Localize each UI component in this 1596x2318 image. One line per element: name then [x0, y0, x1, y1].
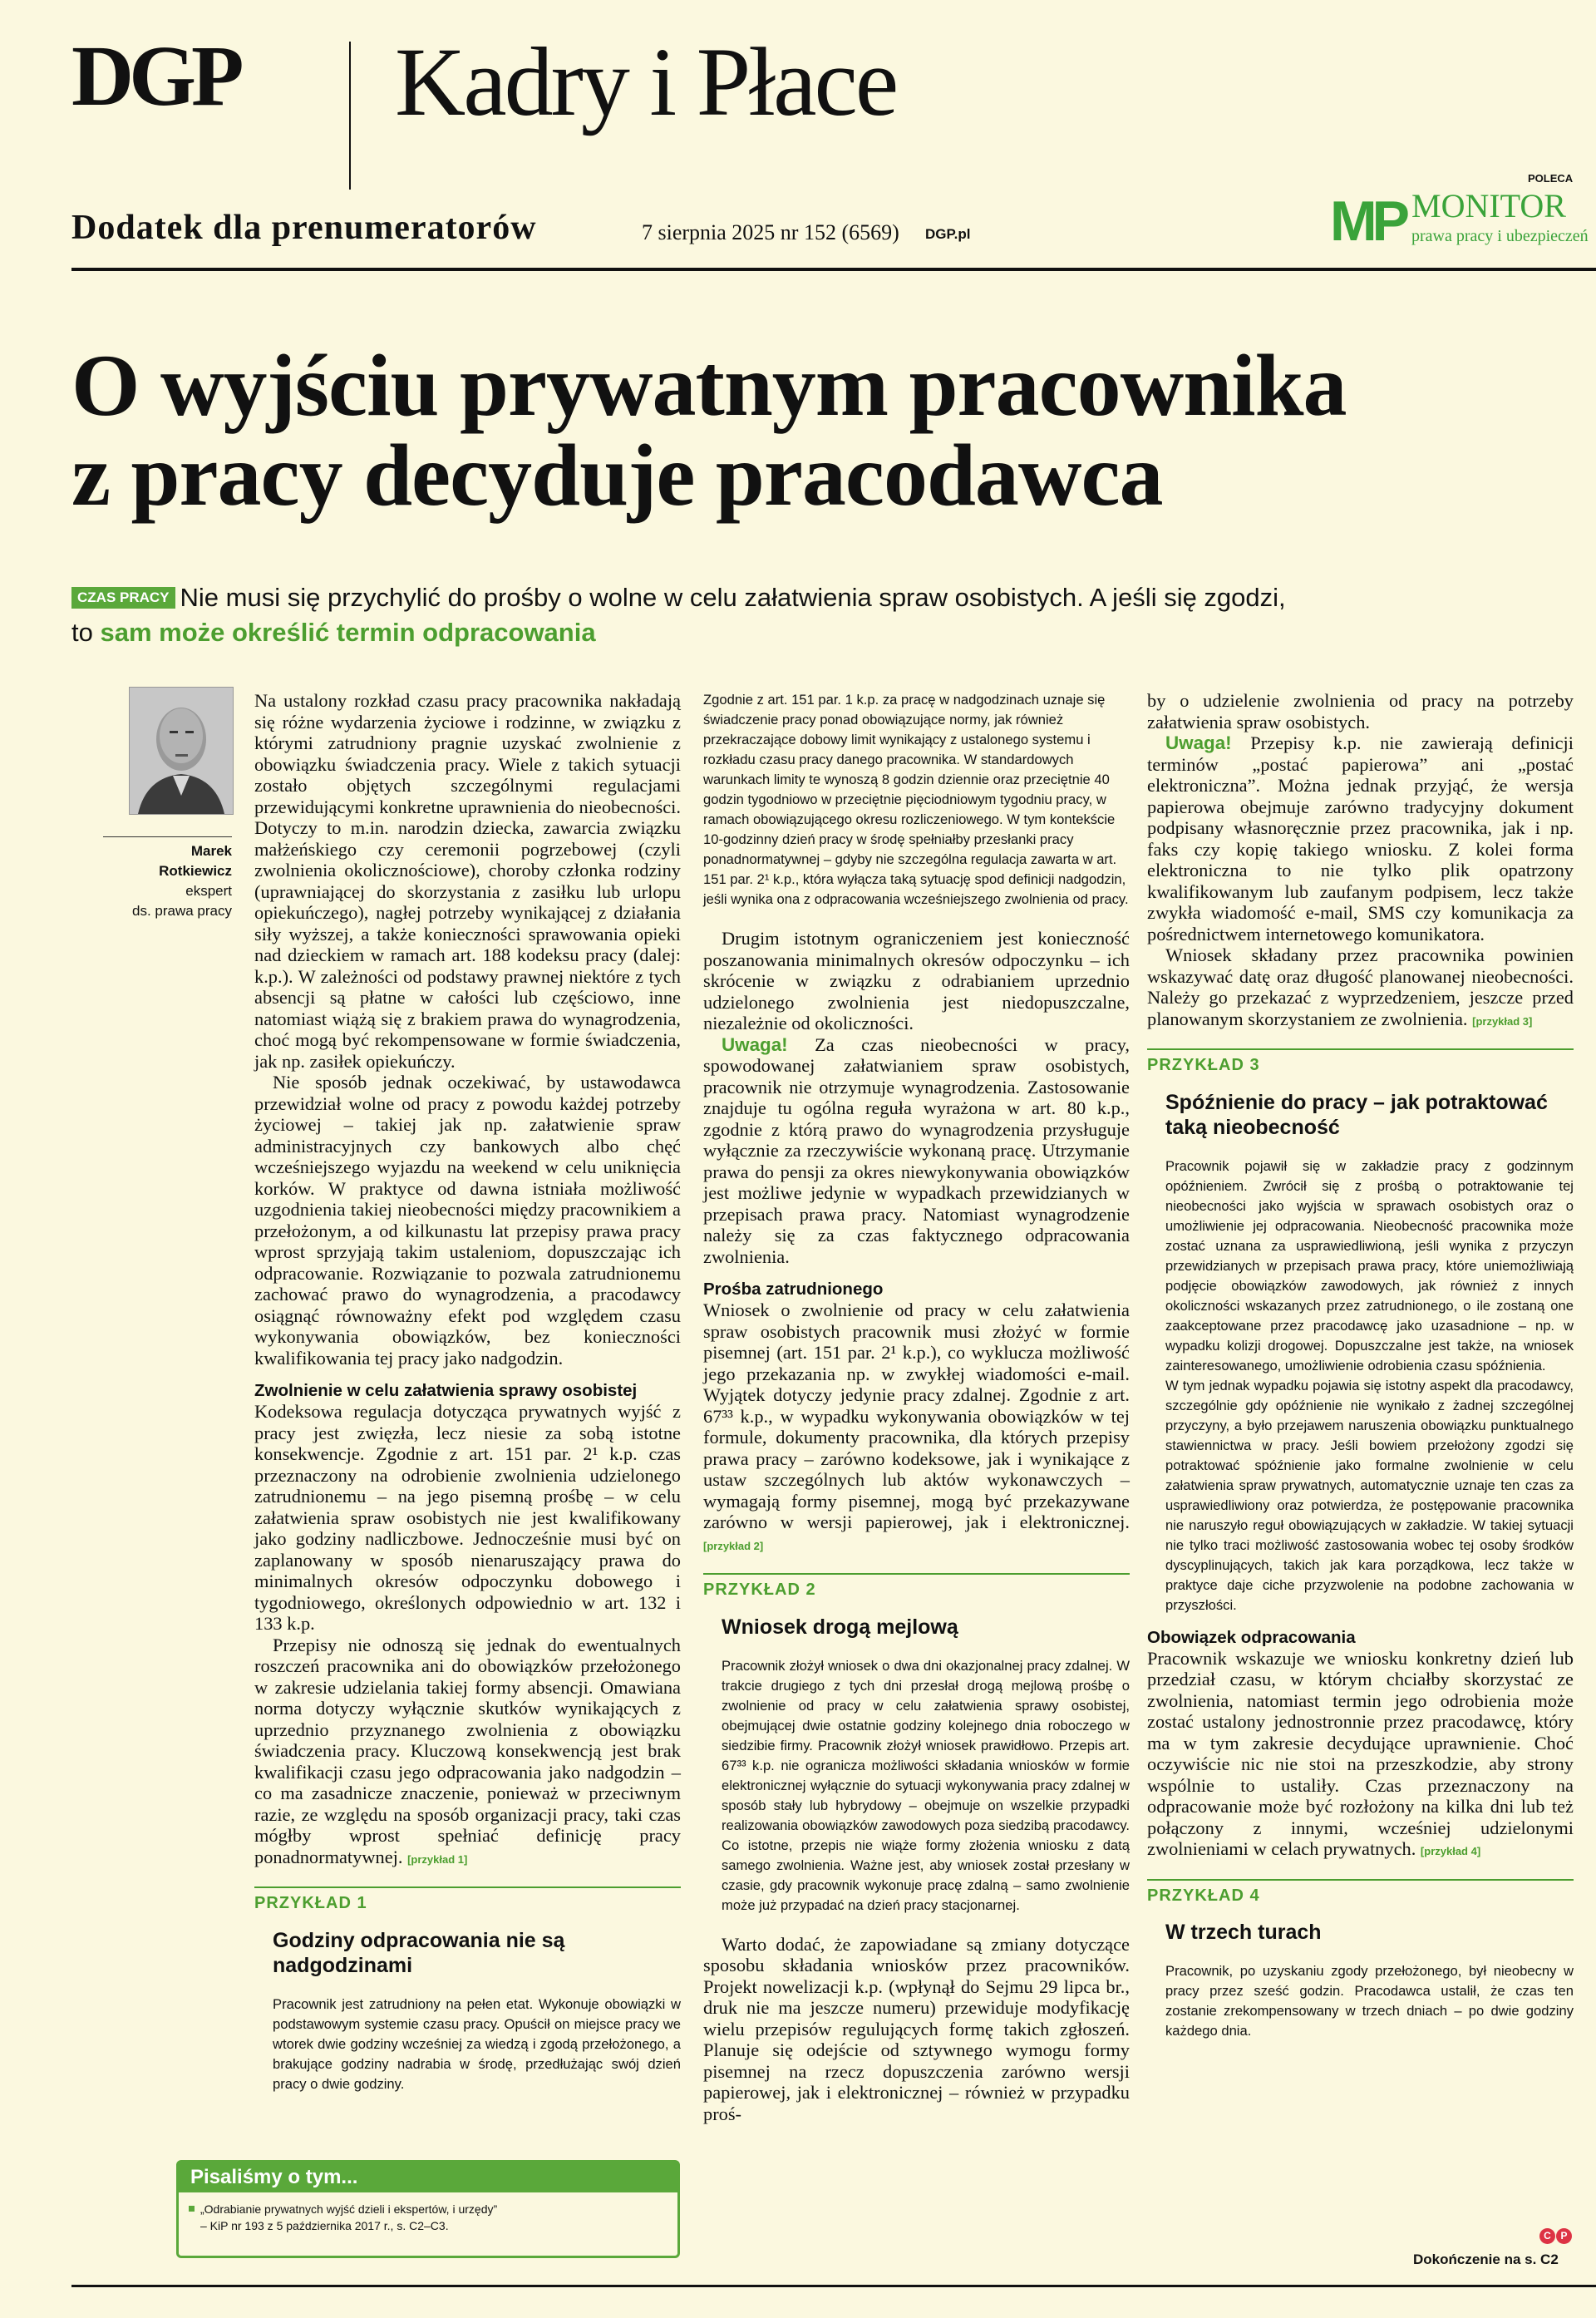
lead-text-1: Nie musi się przychylić do prośby o wolne w celu załatwienia spraw osobistych. A jeśli się zgodzi, [180, 583, 1286, 612]
supplement-label: Dodatek dla prenumeratorów [71, 209, 537, 247]
headline-line-2: z pracy decyduje pracodawca [71, 427, 1163, 524]
article-column-3 [1147, 690, 1574, 2041]
author-role: ekspert [185, 883, 232, 899]
example-ref: [przykład 2] [703, 1539, 764, 1552]
paragraph-text: Wniosek o zwolnienie od pracy w celu załatwienia spraw osobistych pracownik musi złożyć w formie pisemnej (art. 151 par. 2¹ k.p.), co wyklucza możliwość jego przekazania np. w zwykłej wiadomości e-mail. Wyjątek dotyczy jedynie pracy zdalnej. Zgodnie z art. 67³³ k.p., w wypadku wykonywania obowiązków w tej formule, dokumenty pracownika, dla których przepisy prawa pracy – zarówno kodeksowe, jak i wynikające z ustaw szczególnych lub aktów wykonawczych – wymagają formy pisemnej, mogą być przekazywane zarówno w wersji papierowej, jak i elektronicznej. [703, 1300, 1130, 1532]
example-title: W trzech turach [1165, 1921, 1322, 1944]
example-body: Pracownik pojawił się w zakładzie pracy z godzinnym opóźnieniem. Zwrócił się z prośbą o potraktowanie tej nieobecności jako wyjścia w sprawach osobistych oraz o umożliwienie jej odpracowania. Nieobecność pracownika może zostać uznana za usprawiedliwioną, jeśli wynika z przyczyn przewidzianych w przepisach prawa pracy, które uniemożliwiają podjęcie obowiązków zawodowych, jak również z innych okoliczności wskazanych przez zatrudnionego, o ile zostaną one zaakceptowane przez pracodawcę jako uzasadnione – np. w wypadku kolizji drogowej. Dopuszczalne jest także, na wniosek zainteresowanego, umożliwienie odrobienia czasu spóźnienia. [1165, 1157, 1574, 1374]
dgp-logo: DGP [71, 28, 239, 124]
footer-rule [71, 2285, 1596, 2287]
section-title: Kadry i Płace [395, 27, 897, 136]
article-column-1 [254, 690, 681, 2094]
subheading: Zwolnienie w celu załatwienia sprawy osobistej [254, 1381, 638, 1400]
example-title: Wniosek drogą mejlową [722, 1615, 958, 1639]
copyright-p-icon: P [1556, 2228, 1572, 2244]
paragraph: Kodeksowa regulacja dotycząca prywatnych wyjść z pracy jest zwięzła, lecz niesie za sobą istotne konsekwencje. Zgodnie z art. 151 par. 2¹ k.p. czas przeznaczony na odrobienie zwolnienia udzielonego zatrudnionemu – na jego pisemną prośbę – w celu załatwienia spraw osobistych nie jest kwalifikowany jako godziny nadliczbowe. Jednocześnie musi być on zaplanowany w sposób nienaruszający prawa do minimalnych okresów odpoczynku dobowego i tygodniowego, określonych odpowiednio w art. 132 i 133 k.p. [254, 1401, 681, 1634]
paragraph-text: Przepisy nie odnoszą się jednak do ewentualnych roszczeń pracownika ani do obowiązków przełożonego w zakresie udzielania takiej formy absencji. Omawiana norma dotyczy wyłącznie skutków wynikających z uprzednio przyznanego zwolnienia z obowiązku świadczenia pracy. Kluczową konsekwencją jest brak kwalifikacji czasu jego odpracowania jako nadgodzin – co ma zasadnicze znaczenie, ponieważ w przeciwnym razie, ze względu na sposób organizacji pracy, taki czas mógłby wprost spełniać definicję pracy ponadnormatywnej. [254, 1634, 681, 1867]
paragraph: Warto dodać, że zapowiadane są zmiany dotyczące sposobu składania wniosków przez pracowników. Projekt nowelizacji k.p. (wpłynął do Sejmu 29 lipca br., druk nie ma jeszcze numeru) przewiduje modyfikację wielu przepisów regulujących formę takich zgłoszeń. Planuje się odejście od sztywnego wymogu formy pisemnej na rzecz dopuszczenia zarówno wersji papierowej, jak i elektronicznej – również w przypadku proś- [703, 1933, 1130, 2124]
example-title: Spóźnienie do pracy – jak potraktować taką nieobecność [1165, 1090, 1548, 1139]
masthead-separator [349, 42, 351, 190]
warning-label: Uwaga! [1165, 732, 1232, 753]
headline [71, 337, 1568, 524]
example-ref: [przykład 4] [1420, 1845, 1481, 1857]
paragraph [703, 1300, 1130, 1556]
author-last-name: Rotkiewicz [159, 863, 232, 879]
paragraph-text: Przepisy k.p. nie zawierają definicji terminów „postać papierowa” ani „postać elektroniczna”. Można jednak przyjąć, że wersja papierowa obejmuje zarówno tradycyjny dokument podpisany własnoręcznie przez pracownika, jak i np. faks czy kopię takiego wniosku. Z kolei forma elektroniczna to nie tylko plik opatrzony kwalifikowanym lub zaufanym podpisem, lecz także zwykła wiadomość e-mail, SMS czy komunikacja za pośrednictwem internetowego komunikatora. [1147, 732, 1574, 944]
author-photo [129, 687, 234, 815]
paragraph [1147, 944, 1574, 1032]
paragraph [1147, 1648, 1574, 1862]
example-label: PRZYKŁAD 1 [254, 1894, 367, 1912]
example-label: PRZYKŁAD 2 [703, 1581, 816, 1599]
example-ref: [przykład 1] [407, 1852, 468, 1866]
example-body: W tym jednak wypadku pojawia się istotny aspekt dla pracodawcy, szczególnie gdy opóźnienie nie wynikało z żadnej szczególnej przyczyny, a było przejawem naruszenia obowiązku punktualnego stawiennictwa w pracy. Jeśli bowiem przełożony zgodzi się potraktować spóźnienie jako formalne zwolnienie w celu załatwienia spraw prywatnych, automatycznie uznaje ten czas za usprawiedliwiony oraz potwierdza, że postępowanie pracownika nie naruszyło reguł obowiązujących w zakładzie. W takiej sytuacji nie tylko traci możliwość zastosowania wobec tej osoby środków dyscyplinujących, takich jak kara porządkowa, lecz także w praktyce daje ciche przyzwolenie na podobne zachowania w przyszłości. [1165, 1377, 1574, 1613]
example-body: Pracownik jest zatrudniony na pełen etat. Wykonuje obowiązki w podstawowym systemie czasu pracy. Opuścił on miejsce pracy we wtorek dwie godziny wcześniej za wiedzą i zgodą przełożonego, a brakujące godziny nadrabia w środę, przedłużając swój dzień pracy o dwie godziny. [273, 1995, 681, 2092]
issue-date: 7 sierpnia 2025 nr 152 (6569) [642, 220, 899, 244]
see-also-box [176, 2160, 680, 2258]
lead-text-2: to [71, 618, 93, 647]
example-ref: [przykład 3] [1472, 1014, 1533, 1028]
paragraph: Drugim istotnym ograniczeniem jest konieczność poszanowania minimalnych okresów odpoczynku – ich skrócenie w związku z odrabianiem uprzednio udzielonego zwolnienia jest niedopuszczalne, niezależnie od okoliczności. [703, 928, 1130, 1033]
continued-note: Dokończenie na s. C2 [1413, 2251, 1559, 2267]
paragraph [254, 1635, 681, 1871]
topic-badge: CZAS PRACY [71, 587, 175, 609]
example-box-3 [1147, 1048, 1574, 1615]
subheading: Obowiązek odpracowania [1147, 1627, 1356, 1647]
author-divider [103, 836, 232, 837]
lead [71, 580, 1485, 650]
monitor-logo: MP [1330, 190, 1405, 253]
headline-line-1: O wyjściu prywatnym pracownika [71, 337, 1347, 434]
paragraph: by o udzielenie zwolnienia od pracy na potrzeby załatwienia spraw osobistych. [1147, 690, 1574, 732]
paragraph: Nie sposób jednak oczekiwać, by ustawodawca przewidział wolne od pracy z powodu każdej potrzeby życiowej – takiej jak np. załatwienie spraw administracyjnych czy bankowych albo chęć wcześniejszego wyjazdu na weekend w celu uniknięcia korków. W praktyce od dawna istniała możliwość uzgodnienia takiej nieobecności między pracownikiem a przełożonym, a od kilkunastu lat przepisy prawa pracy wprost sprzyjają takim ustaleniom, dopuszczając ich odpracowanie. Rozwiązanie to pozwala zatrudnionemu zachować prawo do wynagrodzenia, a pracodawcy osiągnąć równoważny efekt pod względem czasu wykonywania obowiązków, bez konieczności kwalifikowania tej pracy jako nadgodzin. [254, 1072, 681, 1369]
subheading: Prośba zatrudnionego [703, 1280, 884, 1299]
example-label: PRZYKŁAD 3 [1147, 1056, 1260, 1074]
warning-label: Uwaga! [722, 1033, 788, 1055]
example-title: Godziny odpracowania nie są nadgodzinami [273, 1928, 565, 1977]
example-body: Pracownik, po uzyskaniu zgody przełożonego, był nieobecny w pracy przez sześć godzin. Pracodawca ustalił, że czas ten zostanie zrekompensowany w trzech dniach – po dwie godziny każdego dnia. [1165, 1963, 1574, 2039]
lead-highlight: sam może określić termin odpracowania [100, 618, 596, 647]
monitor-tagline: prawa pracy i ubezpieczeń [1411, 227, 1589, 245]
see-also-article-source: – KiP nr 193 z 5 października 2017 r., s. C2–C3. [200, 2219, 449, 2232]
paragraph: Na ustalony rozkład czasu pracy pracownika nakładają się różne wydarzenia życiowe i rodzinne, w związku z którymi zatrudniony pragnie uzyskać zwolnienie z obowiązku świadczenia pracy. Wiele z takich sytuacji zostało objętych szczególnymi regulacjami przewidującymi konkretne uprawnienia do nieobecności. Dotyczy to m.in. narodzin dziecka, zawarcia związku małżeńskiego czy ceremonii pogrzebowej (czyli zwolnienia okolicznościowe), choroby członka rodziny (uprawniającej do skorzystania z zasiłku lub urlopu opiekuńczego), nagłej potrzeby wynikającej z działania siły wyższej, a także konieczności sprawowania opieki nad dzieckiem w ramach art. 188 kodeksu pracy (dalej: k.p.). W zależności od podstawy prawnej niektóre z tych absencji są płatne w całości lub częściowo, inne natomiast wiążą się z brakiem prawa do wynagrodzenia, choć mogą być rekompensowane w formie świadczenia, jak np. zasiłek opiekuńczy. [254, 690, 681, 1072]
monitor-name: MONITOR [1411, 187, 1566, 224]
paragraph [703, 1034, 1130, 1268]
article-column-2 [703, 690, 1130, 2124]
header-rule [71, 268, 1596, 271]
site-link[interactable]: DGP.pl [925, 226, 971, 242]
paragraph: Zgodnie z art. 151 par. 1 k.p. za pracę w nadgodzinach uznaje się świadczenie pracy ponad obowiązujące normy, jak również przekraczające dobowy limit wynikający z ustalonego systemu i rozkładu czasu pracy danego pracownika. W standardowych warunkach limity te wynoszą 8 godzin dziennie oraz przeciętnie 40 godzin tygodniowo w przeciętnie pięciodniowym tygodniu pracy, w ramach obowiązującego okresu rozliczeniowego. W tym kontekście 10-godzinny dzień pracy w środę spełniałby przesłanki pracy ponadnormatywnej – gdyby nie szczególna regulacja zawarta w art. 151 par. 2¹ k.p., która wyłącza taką sytuację spod definicji nadgodzin, jeśli wynika ona z odpracowania wcześniejszego zwolnienia od pracy. [703, 692, 1129, 907]
author-role-detail: ds. prawa pracy [132, 903, 232, 919]
see-also-article-title: „Odrabianie prywatnych wyjść dzieli i ekspertów, i urzędy” [200, 2202, 498, 2216]
example-box-1 [254, 1886, 681, 2094]
example-box-2 [703, 1573, 1130, 1916]
recommends-label: POLECA [1528, 172, 1574, 185]
paragraph-text: Wniosek składany przez pracownika powinien wskazywać datę oraz długość planowanej nieobecności. Należy go przekazać z wyprzedzeniem, jeszcze przed planowanym skorzystaniem ze zwolnienia. [1147, 944, 1574, 1029]
paragraph [1147, 732, 1574, 944]
example-body: Pracownik złożył wniosek o dwa dni okazjonalnej pracy zdalnej. W trakcie drugiego z tych dni przesłał drogą mejlową prośbę o zwolnienie od pracy w celu załatwienia sprawy osobistej, obejmującej dwie ostatnie godziny kolejnego dnia roboczego w siedzibie firmy. Pracownik złożył wniosek prawidłowo. Przepis art. 67³³ k.p. nie ogranicza możliwości składania wniosków w formie elektronicznej wyłącznie do sytuacji wykonywania pracy zdalnej w sposób stały lub hybrydowy – obejmuje on wszelkie przypadki realizowania obowiązków zawodowych poza siedzibą pracodawcy. Co istotne, przepis nie wiąże formy złożenia wniosku z datą samego zwolnienia. Ważne jest, aby wniosek został przesłany w czasie, gdy pracownik wykonuje pracę zdalną – samo zwolnienie może już przypadać na dzień pracy stacjonarnej. [722, 1657, 1130, 1913]
copyright-icon: C [1539, 2228, 1555, 2244]
paragraph-text: Pracownik wskazuje we wniosku konkretny dzień lub przedział czasu, w którym chciałby skorzystać ze zwolnienia, natomiast termin jego odrobienia może zostać ustalony jednostronnie przez pracodawcę, który ma w tym zakresie decydujące uprawnienie. Choć oczywiście nic nie stoi na przeszkodzie, aby strony wspólnie to ustaliły. Czas przeznaczony na odpracowanie może być rozłożony na kilka dni lub też połączony z innymi, wcześniej udzielonymi zwolnieniami w celach prywatnych. [1147, 1647, 1574, 1859]
paragraph-text: Za czas nieobecności w pracy, spowodowanej załatwianiem spraw osobistych, pracownik nie otrzymuje wynagrodzenia. Zastosowanie znajduje tu ogólna reguła wyrażona w art. 80 k.p., zgodnie z którą prawo do wynagrodzenia przysługuje wyłącznie za rzeczywiście wykonaną pracę. Utrzymanie prawa do pensji za okres niewykonywania obowiązków jest możliwe jedynie w wypadkach przewidzianych w przepisach prawa pracy. Natomiast wynagrodzenie należy się za czas faktycznego odpracowania zwolnienia. [703, 1033, 1130, 1267]
example-box-4 [1147, 1879, 1574, 2042]
see-also-item[interactable] [179, 2192, 677, 2234]
see-also-title: Pisaliśmy o tym... [179, 2163, 677, 2192]
example-label: PRZYKŁAD 4 [1147, 1886, 1260, 1905]
author-first-name: Marek [190, 843, 232, 859]
author-info [103, 841, 232, 921]
